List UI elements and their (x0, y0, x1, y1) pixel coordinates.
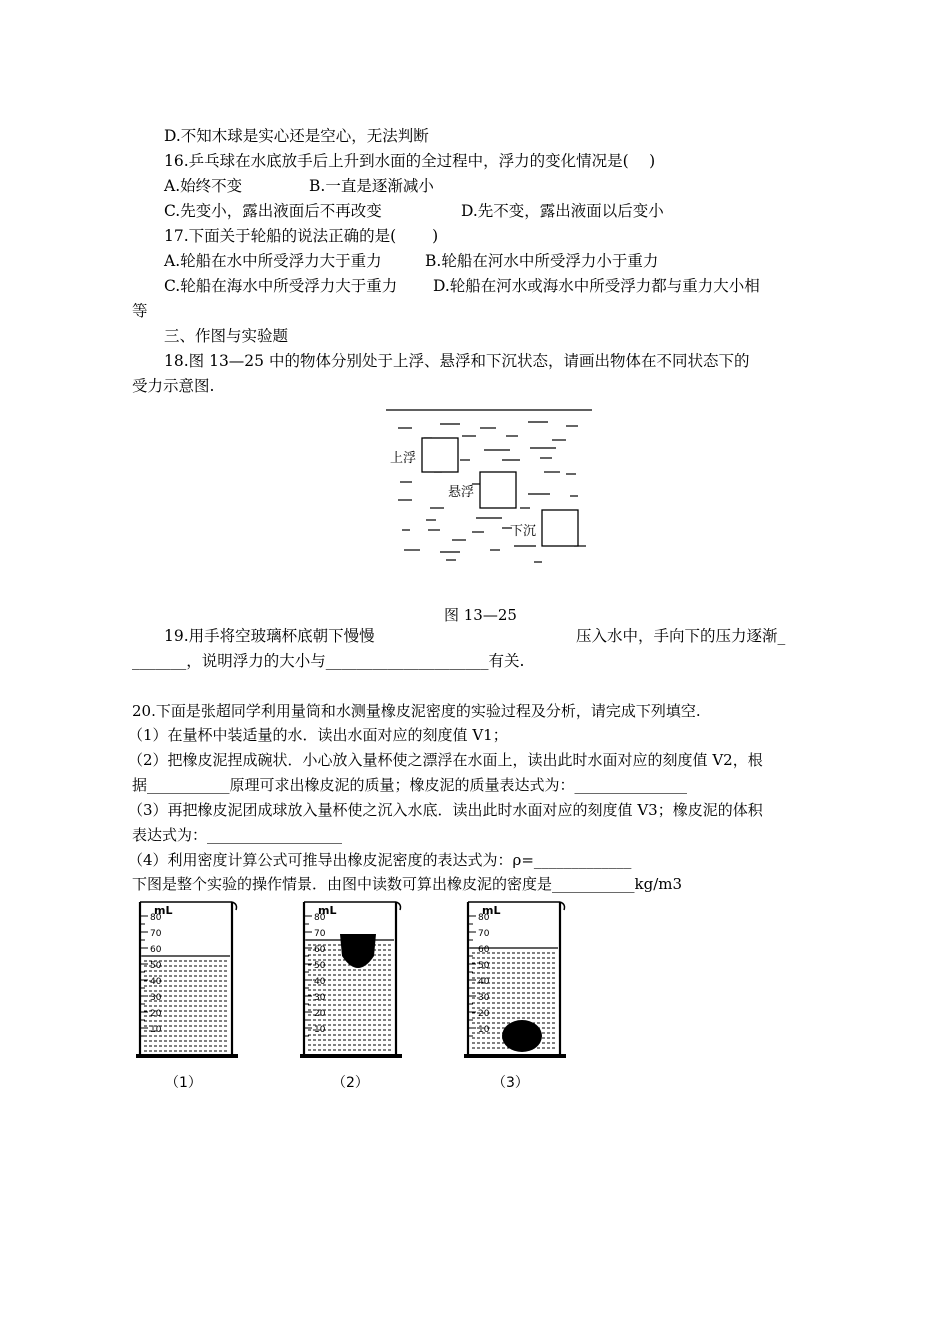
q20-step2-line1: （2）把橡皮泥捏成碗状．小心放入量杯使之漂浮在水面上，读出此时水面对应的刻度值 V2，根 (128, 751, 763, 769)
tick-label: 70 (314, 929, 326, 939)
q20-stem: 20.下面是张超同学利用量筒和水测量橡皮泥密度的实验过程及分析，请完成下列填空. (132, 702, 701, 720)
tick-label: 50 (478, 961, 490, 971)
cylinder-2 (300, 902, 402, 1058)
tick-label: 70 (478, 929, 490, 939)
tick-label: 40 (314, 977, 326, 987)
q17-option-c: C.轮船在海水中所受浮力大于重力 (164, 277, 398, 295)
figure-caption: 图 13—25 (444, 606, 517, 624)
cylinder-3 (464, 902, 566, 1058)
measuring-cylinders-figure (126, 896, 586, 1068)
tick-label: 60 (478, 945, 490, 955)
q20-step4: （4）利用密度计算公式可推导出橡皮泥密度的表达式为：ρ=_____________ (128, 851, 632, 869)
q16-option-b: B.一直是逐渐减小 (309, 177, 434, 195)
q17-option-b: B.轮船在河水中所受浮力小于重力 (425, 252, 659, 270)
cylinder-base (464, 1054, 566, 1058)
tick-label: 20 (478, 1009, 490, 1019)
cylinder-1 (136, 902, 238, 1058)
tick-label: 40 (150, 977, 162, 987)
suspended-block (480, 472, 516, 508)
tick-label: 70 (150, 929, 162, 939)
q16-option-a: A.始终不变 (164, 177, 243, 195)
q20-step1: （1）在量杯中装适量的水．读出水面对应的刻度值 V1； (128, 726, 508, 744)
sunken-clay-ball (502, 1020, 542, 1052)
tick-label: 80 (150, 913, 162, 923)
tick-label: 50 (150, 961, 162, 971)
beaker-label-2: （2） (332, 1075, 369, 1091)
tick-label: 50 (314, 961, 326, 971)
q20-final: 下图是整个实验的操作情景．由图中读数可算出橡皮泥的密度是___________kg/m3 (132, 875, 683, 893)
q18-line2: 受力示意图. (132, 377, 215, 395)
q16-option-c: C.先变小，露出液面后不再改变 (164, 202, 382, 220)
cylinder-base (300, 1054, 402, 1058)
tick-label: 60 (314, 945, 326, 955)
q19-line2: _______，说明浮力的大小与_____________________有关. (132, 652, 525, 670)
cylinder-base (136, 1054, 238, 1058)
tick-label: 10 (314, 1025, 326, 1035)
unit-label: mL (318, 904, 337, 917)
tick-label: 30 (314, 993, 326, 1003)
tick-label: 20 (314, 1009, 326, 1019)
q19-line1-a: 19.用手将空玻璃杯底朝下慢慢 (164, 627, 375, 645)
unit-label: mL (482, 904, 501, 917)
tick-label: 60 (150, 945, 162, 955)
tick-label: 30 (478, 993, 490, 1003)
tick-label: 80 (478, 913, 490, 923)
section-title: 三、作图与实验题 (164, 327, 289, 345)
tick-label: 80 (314, 913, 326, 923)
q17-option-d-line1: D.轮船在河水或海水中所受浮力都与重力大小相 (433, 277, 760, 295)
tick-label: 30 (150, 993, 162, 1003)
q17-stem: 17.下面关于轮船的说法正确的是( ) (164, 227, 439, 245)
q20-step3-line1: （3）再把橡皮泥团成球放入量杯使之沉入水底．读出此时水面对应的刻度值 V3；橡皮泥的体积 (128, 801, 763, 819)
label-up: 上浮 (390, 451, 417, 466)
tick-label: 10 (150, 1025, 162, 1035)
q17-option-a: A.轮船在水中所受浮力大于重力 (164, 252, 382, 270)
q20-step2-line2: 据___________原理可求出橡皮泥的质量；橡皮泥的质量表达式为：_______________ (132, 776, 688, 794)
q19-line1-b: 压入水中，手向下的压力逐渐_ (576, 627, 786, 645)
q15-option-d: D.不知木球是实心还是空心，无法判断 (164, 127, 429, 145)
tick-label: 10 (478, 1025, 490, 1035)
unit-label: mL (154, 904, 173, 917)
label-suspend: 悬浮 (448, 485, 475, 500)
q17-option-d-line2: 等 (132, 302, 148, 320)
label-sink: 下沉 (510, 524, 537, 539)
floating-block (422, 438, 458, 472)
beaker-label-1: （1） (165, 1075, 202, 1091)
buoyancy-states-figure (380, 400, 610, 575)
q20-step3-line2: 表达式为：__________________ (132, 826, 343, 844)
q18-line1: 18.图 13—25 中的物体分别处于上浮、悬浮和下沉状态，请画出物体在不同状态下的 (164, 352, 750, 370)
q16-option-d: D.先不变，露出液面以后变小 (461, 202, 664, 220)
sinking-block (542, 510, 578, 546)
q16-stem: 16.乒乓球在水底放手后上升到水面的全过程中，浮力的变化情况是( ) (164, 152, 656, 170)
tick-label: 20 (150, 1009, 162, 1019)
beaker-label-3: （3） (492, 1075, 529, 1091)
tick-label: 40 (478, 977, 490, 987)
